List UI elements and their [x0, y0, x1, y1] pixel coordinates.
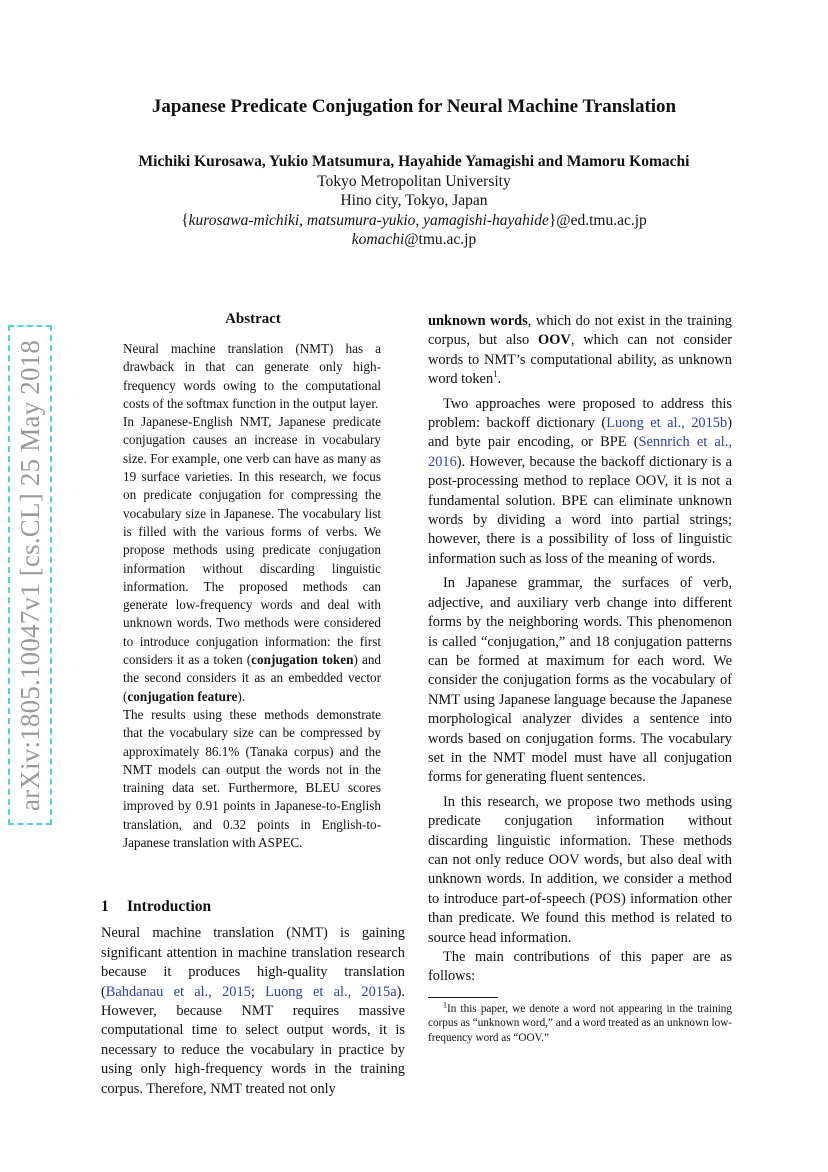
term-unknown-words: unknown words: [428, 313, 528, 329]
term-conjugation-feature: conjugation feature: [127, 688, 238, 704]
abstract-paragraph: The results using these methods demonstrate that the vocabulary size can be compressed by approximately 86.1% (Tanaka corpus) and the NMT models can output the words not in the training data set. Furthermore, BLEU scores improved by 0.91 points in Japanese-to-English translation, and 0.32 points in English-to-Japanese translation with ASPEC.: [123, 706, 381, 851]
footnote-rule: [428, 997, 498, 998]
email-line-2: [0, 230, 828, 250]
body-paragraph-continued: unknown words, which do not exist in the training corpus, but also OOV, which can not consider words to NMT’s computational ability, as unknown word token$^1$.: [428, 313, 733, 388]
right-column: [428, 312, 732, 1046]
citation-link[interactable]: Bahdanau et al., 2015: [105, 983, 251, 1000]
citation-link[interactable]: Sennrich et al., 2016: [428, 434, 732, 470]
arxiv-stamp: arXiv:1805.10047v1 [cs.CL] 25 May 2018: [8, 325, 52, 825]
section-heading: [101, 898, 405, 916]
abstract-heading: Abstract: [225, 311, 281, 327]
author-block: [0, 152, 828, 250]
citation-link[interactable]: Luong et al., 2015b: [606, 415, 728, 432]
body-paragraph: Two approaches were proposed to address this problem: backoff dictionary (Luong et al., 2015b) and byte pair encoding, or BPE (Sennrich et al., 2016). However, because the backoff dictionary is a post-processing method to replace OOV, it is not a fundamental solution. BPE can eliminate unknown words by dividing a word into partial strings; however, there is a possibility of loss of linguistic information such as loss of the meaning of words.: [428, 395, 732, 567]
email-line-1: {kurosawa-michiki, matsumura-yukio, yamagishi-hayahide}@ed.tmu.ac.jp: [181, 211, 647, 229]
abstract-paragraph: Neural machine translation (NMT) has a drawback in that can generate only high-frequency words owing to the computational costs of the softmax function in the output layer.: [123, 341, 381, 411]
body-paragraph: In this research, we propose two methods using predicate conjugation information without discarding linguistic information. These methods can not only reduce OOV words, but also deal with unknown words. In addition, we consider a method to introduce part-of-speech (POS) information other than predicate. We found this method is related to source head information.: [428, 793, 732, 946]
author-names: Michiki Kurosawa, Yukio Matsumura, Hayahide Yamagishi and Mamoru Komachi: [138, 153, 690, 170]
paper-title: Japanese Predicate Conjugation for Neural Machine Translation: [151, 96, 677, 117]
abstract: [101, 340, 405, 852]
email-domain-2: @tmu.ac.jp: [404, 231, 477, 248]
section-title: Introduction: [127, 898, 212, 916]
body-paragraph: In Japanese grammar, the surfaces of verb, adjective, and auxiliary verb change into different forms by the neighboring words. This phenomenon is called “conjugation,” and 18 conjugation patterns can be formed at maximum for each word. We consider the conjugation forms as the vocabulary of NMT using Japanese language because the Japanese morphological analyzer divides a sentence into words based on conjugation forms. The vocabulary set in the NMT model must have all conjugation forms for generating fluent sentences.: [428, 575, 732, 786]
body-paragraph: The main contributions of this paper are as follows:: [428, 949, 732, 985]
intro-body-right: [428, 312, 732, 1046]
footnote-marker[interactable]: 1: [493, 369, 498, 380]
citation-link[interactable]: Luong et al., 2015a: [265, 983, 397, 1000]
body-paragraph: Neural machine translation (NMT) is gaining significant attention in machine translation research because it produces high-quality translation (Bahdanau et al., 2015; Luong et al., 2015a). However, because NMT requires massive computational time to select output words, it is necessary to reduce the vocabulary in practice by using only high-frequency words in the training corpus. Therefore, NMT treated not only: [101, 925, 405, 1097]
affiliation: Tokyo Metropolitan University: [317, 172, 511, 190]
term-conjugation-token: conjugation token: [251, 652, 354, 668]
email-names: kurosawa-michiki, matsumura-yukio, yamagishi-hayahide: [188, 211, 549, 229]
section-number: 1: [101, 898, 109, 916]
email-domain: @ed.tmu.ac.jp: [556, 211, 647, 229]
footnote-number: 1: [443, 1000, 447, 1010]
footnote: $^1$In this paper, we denote a word not appearing in the training corpus as “unknown word,” and a word treated as an unknown low-frequency word as “OOV.”: [428, 1000, 732, 1044]
left-column: [101, 311, 405, 1097]
term-oov: OOV: [538, 332, 571, 349]
email-name-2: komachi: [351, 231, 405, 248]
abstract-paragraph: In Japanese-English NMT, Japanese predicate conjugation causes an increase in vocabulary size. For example, one verb can have as many as 19 surface varieties. In this research, we focus on predicate conjugation for compressing the vocabulary size in Japanese. The vocabulary list is filled with the various forms of verbs. We propose methods using predicate conjugation information without discarding linguistic information. The proposed methods can generate low-frequency words and deal with unknown words. Two methods were considered to introduce conjugation information: the first considers it as a token (conjugation token) and the second considers it as an embedded vector (conjugation feature).: [123, 414, 382, 704]
intro-body-left: [101, 924, 405, 1097]
location: Hino city, Tokyo, Japan: [340, 192, 488, 209]
